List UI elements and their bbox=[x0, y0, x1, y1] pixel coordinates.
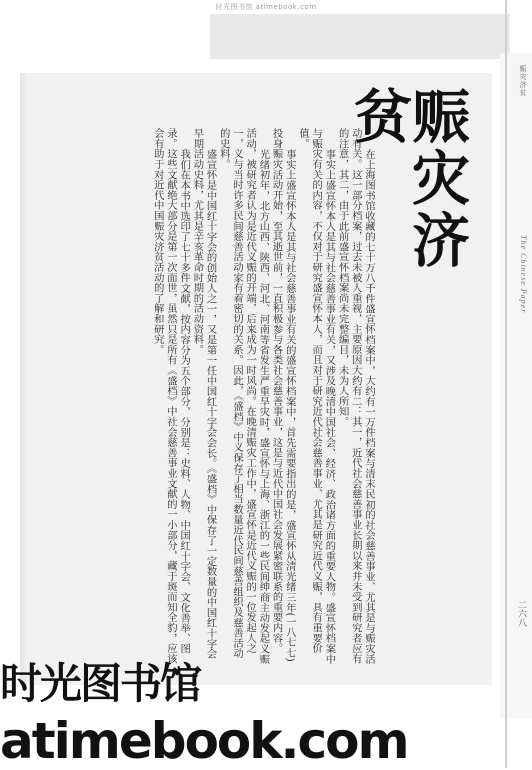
page-edge bbox=[505, 0, 507, 768]
page-number: 二六八 bbox=[516, 600, 526, 627]
paragraph: 事实上盛宣怀本人是其与社会慈善事业有关，又涉及晚清中国社会、经济、政治诸方面的重要人物。盛宣怀档案中与赈灾有关的内容，不仅对于研究盛宣怀本人，而且对于研究近代社会慈善事业、尤其是研究近代义赈，具有重要价值。 bbox=[296, 128, 336, 664]
top-decoration bbox=[210, 14, 510, 59]
paragraph: 事实上盛宣怀本人是其与社会慈善事业有关的盛宣怀档案中，首先需要指出的是，盛宣怀从清光绪三年(一八七七)投身赈灾活动开始，至其逝世前，一直积极参与各类社会慈善事业，这是与近代中国社会发展紧密联系的重要内容。 bbox=[270, 128, 296, 662]
chapter-title: 赈灾济贫 bbox=[344, 86, 470, 272]
paragraph: 我们在本书中选印了七十多件文献，按内容分为五个部分，分别是：史料、人物、中国红十字会、文化善举、图录。这些文献绝大部分是第一次面世，虽然只是所有《盛档》中社会慈善事业文献的一小部分，藏于斑而知全豹，应该会有助于对近代中国赈灾济贫活动的了解和研究。 bbox=[151, 128, 191, 664]
body-text bbox=[125, 128, 375, 668]
watermark-url: atimebook.com bbox=[0, 712, 408, 770]
paragraph: 在上海图书馆收藏的七十万八千件盛宣怀档案中，大约有一万件档案与清末民初的社会慈善事业、尤其是与赈灾活动有关。这一部分档案，过去未被人重视，主要原因大约有二：其一，近代社会慈善事业长期以来并未受到研究者应有的注意，其二，由于此前盛宣怀档案尚未完整编目，未为人所知。 bbox=[336, 128, 375, 664]
site-header-url: 时光图书馆 atimebook.com bbox=[215, 3, 317, 11]
running-header-journal: The Chinese Paper bbox=[519, 235, 528, 314]
watermark-chinese: 时光图书馆 bbox=[0, 659, 201, 708]
running-header-section: 赈灾济贫 bbox=[519, 65, 527, 97]
paragraph: 盛宣怀是中国红十字会的创始人之一，又是第一任中国红十字会会长。《盛档》中保存了一定数量的中国红十字会早期活动史料，尤其是辛亥革命时期的活动资料。 bbox=[191, 128, 217, 659]
paragraph: 光绪初年，北方山西、陕西、河北、河南等省发生严重旱灾时，盛宣怀与上海、浙江的一些民间绅商主动发起义赈活动，被研究者认为是近代义赈的开端，后来成为一时风尚。在晚清赈灾工作中，盛宣怀是近代义赈的一位发起人之一，义与当时许多民间慈善活动家有着密切的关系。因此，《盛档》中义保存了相当数量近代民间慈善组织及慈善活动的史料。 bbox=[217, 128, 270, 664]
